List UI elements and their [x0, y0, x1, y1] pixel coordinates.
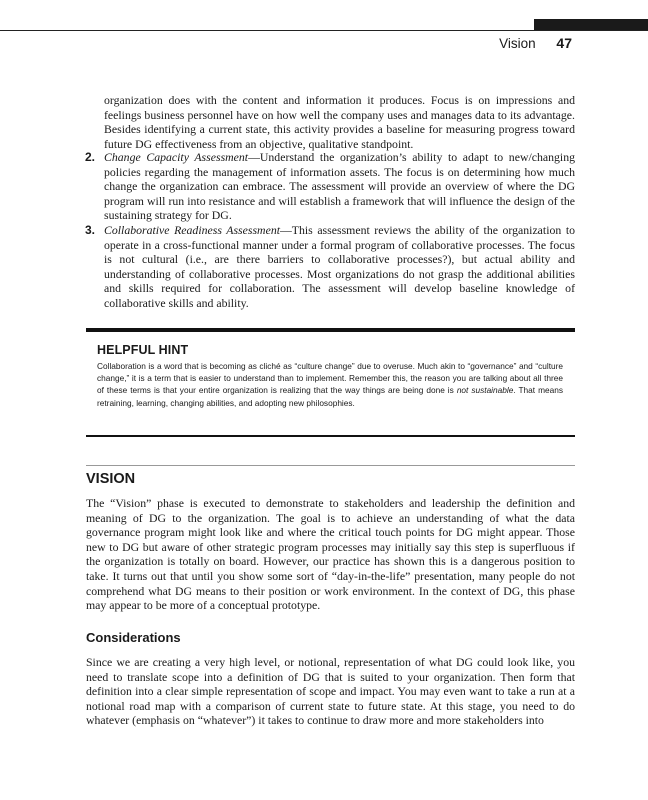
list-item-text: —This assessment reviews the ability of the organization to operate in a cross-functional manner under a formal program of collaborative processes. The focus is not cultural (i.e., are there barriers to collaborative processes?), but actual ability and understanding of collaborative processes. Most organizations do not grasp the additional abilities and skills required for collaboration. The assessment will develop baseline knowledge of collaborative skills and ability.	[104, 222, 575, 310]
header-rule	[0, 30, 648, 31]
page-number: 47	[556, 35, 572, 51]
section-divider	[86, 465, 575, 466]
assessment-list	[85, 150, 575, 311]
helpful-hint-body	[97, 360, 563, 409]
list-item-number: 2.	[85, 150, 96, 164]
list-item	[85, 150, 575, 223]
list-item	[85, 223, 575, 311]
list-item-term: Collaborative Readiness Assessment	[104, 222, 280, 237]
vision-paragraph: The “Vision” phase is executed to demonstrate to stakeholders and leadership the definition and meaning of DG to the organization. The goal is to achieve an understanding of what the data governance program might look like and where the critical touch points for DG might appear. Those new to DG but aware of other strategic program processes may initially say this step is superfluous if the organization is totally on board. However, our practice has shown this is a dangerous position to take. It turns out that until you show some sort of “day-in-the-life” presentation, many people do not comprehend what DG means to their position or work environment. In the context of DG, this phase may appear to be more of a conceptual prototype.	[86, 496, 575, 613]
continued-paragraph: organization does with the content and information it produces. Focus is on impressions and feelings business personnel have on how well the company uses and manages data to its advantage. Besides identifying a current state, this activity provides a baseline for measuring progress toward future DG effectiveness from an objective, qualitative standpoint.	[104, 93, 575, 151]
list-item-number: 3.	[85, 222, 96, 237]
running-header-section: Vision	[499, 36, 536, 51]
helpful-hint-text-end: . That means retraining, learning, changing abilities, and adopting new philosophies.	[97, 385, 563, 408]
running-header	[499, 35, 572, 51]
section-heading-vision: VISION	[86, 471, 136, 487]
subheading-considerations: Considerations	[86, 630, 181, 645]
helpful-hint-box	[86, 328, 575, 437]
helpful-hint-title: HELPFUL HINT	[97, 343, 189, 357]
list-item-term: Change Capacity Assessment	[104, 150, 249, 164]
list-item-text: —Understand the organization’s ability to adapt to new/changing policies regarding the management of information assets. The focus is on determining how much change the organization can embrace. The assessment will provide an overview of where the DG program will run into resistance and will establish a framework that will influence the design of the sustaining strategy for DG.	[104, 150, 575, 223]
considerations-paragraph: Since we are creating a very high level, or notional, representation of what DG could look like, you need to translate scope into a definition of DG that is suited to your organization. Then form that definition into a clear simple representation of scope and impact. You may even want to take a run at a notional road map with a comparison of current state to future state. At this stage, you need to do whatever (emphasis on “whatever”) it takes to continue to draw more and more stakeholders into	[86, 655, 575, 728]
helpful-hint-text: Collaboration is a word that is becoming as cliché as “culture change” due to overuse. Much akin to “governance” and “culture change,” it is a term that is easier to understand than to implement. Remember this, the reason you are talking about all three of these terms is that your entire organization is realizing that the way things are being done is	[97, 361, 563, 396]
helpful-hint-emphasis: not sustainable	[456, 385, 514, 396]
